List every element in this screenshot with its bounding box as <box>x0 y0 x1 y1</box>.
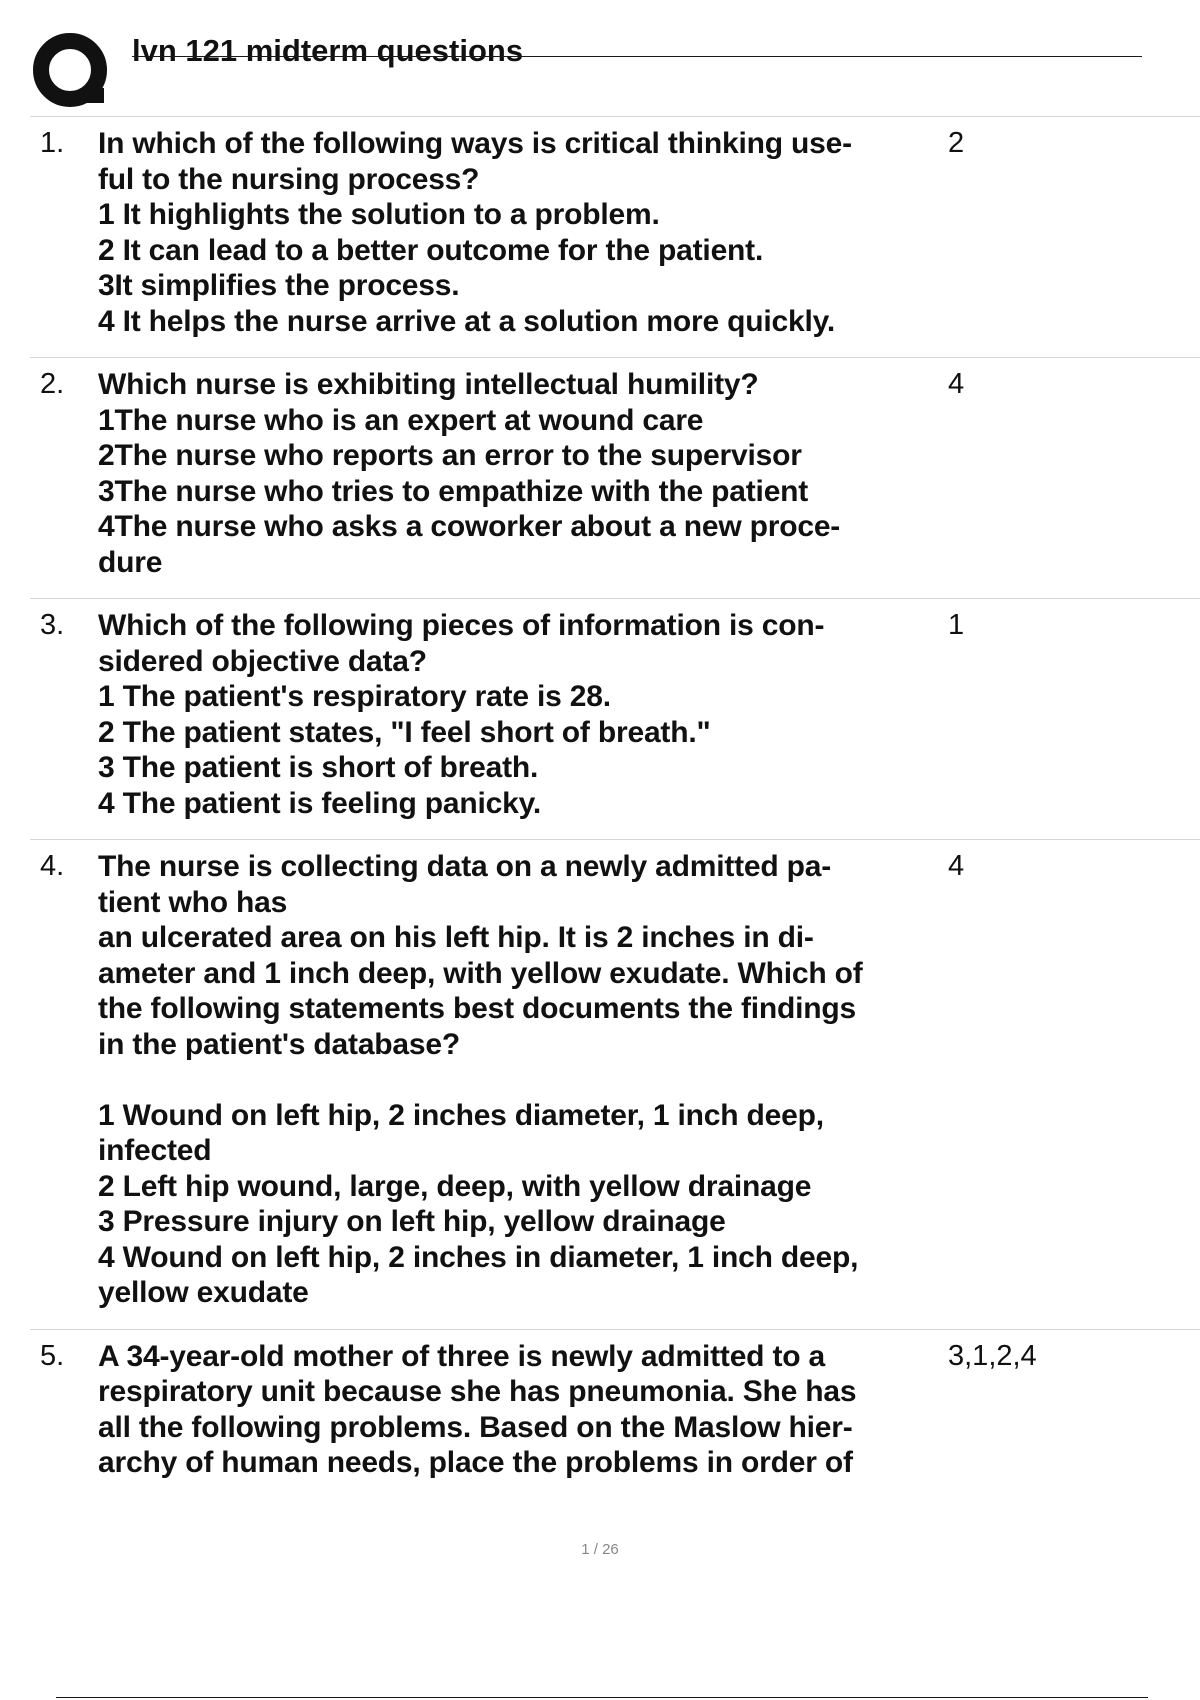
document-header <box>0 0 1200 118</box>
question-list <box>30 117 1200 1499</box>
question-answer: 1 <box>948 609 965 641</box>
question-row <box>30 840 1200 1330</box>
question-number: 5. <box>40 1339 65 1372</box>
quizlet-q-icon <box>32 32 112 112</box>
question-answer: 4 <box>948 368 965 400</box>
question-row <box>30 599 1200 840</box>
question-answer: 2 <box>948 127 965 159</box>
title-underline <box>132 56 1142 57</box>
question-number: 4. <box>40 850 65 882</box>
question-number: 3. <box>40 609 65 641</box>
question-number: 1. <box>40 127 65 159</box>
document-title: lvn 121 midterm questions <box>132 33 524 68</box>
question-answer: 4 <box>948 850 965 882</box>
question-answer: 3,1,2,4 <box>948 1339 1037 1372</box>
question-number: 2. <box>40 368 65 400</box>
question-text: Which nurse is exhibiting intellectual humility? 1The nurse who is an expert at wound care 2The nurse who reports an error to the supervisor 3The nurse who tries to empathize with the patient 4The nurse who asks a coworker about a new proce- dure <box>98 368 841 579</box>
question-row <box>30 117 1200 358</box>
question-row <box>30 358 1200 599</box>
page-indicator: 1 / 26 <box>581 1541 619 1558</box>
footer-divider <box>56 1697 1148 1698</box>
question-text: Which of the following pieces of information is con- sidered objective data? 1 The patient's respiratory rate is 28. 2 The patient states, "I feel short of breath." 3 The patient is short of breath. 4 The patient is feeling panicky. <box>98 609 825 820</box>
question-row <box>30 1330 1200 1499</box>
question-text: The nurse is collecting data on a newly admitted pa- tient who has an ulcerated area on his left hip. It is 2 inches in di- ameter and 1 inch deep, with yellow exudate. Which of the following statements best documents the findings in the patient's database? 1 Wound on left hip, 2 inches diameter, 1 inch deep, infected 2 Left hip wound, large, deep, with yellow drainage 3 Pressure injury on left hip, yellow drainage 4 Wound on left hip, 2 inches in diameter, 1 inch deep, yellow exudate <box>98 850 863 1309</box>
question-text: A 34-year-old mother of three is newly admitted to a respiratory unit because she has pneumonia. She has all the following problems. Based on the Maslow hier- archy of human needs, place the problems in order of <box>98 1339 857 1479</box>
question-text: In which of the following ways is critical thinking use- ful to the nursing process? 1 It highlights the solution to a problem. 2 It can lead to a better outcome for the patient. 3It simplifies the process. 4 It helps the nurse arrive at a solution more quickly. <box>98 127 852 338</box>
